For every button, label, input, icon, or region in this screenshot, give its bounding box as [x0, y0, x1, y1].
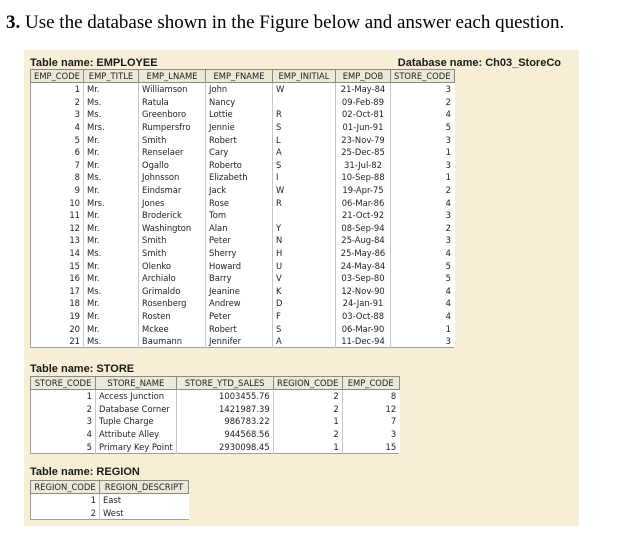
table-cell: 12-Nov-90 — [336, 285, 391, 298]
table-cell: Cary — [206, 146, 273, 159]
column-header: STORE_NAME — [96, 377, 177, 390]
column-header: REGION_CODE — [273, 377, 342, 390]
table-cell: Tuple Charge — [96, 415, 177, 428]
column-header: EMP_CODE — [342, 377, 399, 390]
table-row — [31, 247, 455, 260]
table-cell: 12 — [385, 403, 397, 414]
table-cell: 06-Mar-86 — [336, 196, 391, 209]
table-cell: Elizabeth — [206, 171, 273, 184]
question-number: 3. — [6, 12, 21, 33]
question-text — [6, 12, 564, 34]
table-row — [31, 259, 455, 272]
table-cell: Jones — [139, 196, 206, 209]
table-row — [31, 285, 455, 298]
table-row — [31, 209, 455, 222]
table-cell: Mr. — [84, 83, 139, 96]
table-cell: Rosten — [139, 310, 206, 323]
table-row — [31, 121, 455, 134]
table-cell: 24-Jan-91 — [336, 297, 391, 310]
table-cell: 11-Dec-94 — [336, 335, 391, 348]
table-cell: 3 — [445, 84, 452, 95]
table-cell: Johnsson — [139, 171, 206, 184]
table-cell — [273, 209, 336, 222]
table-cell: F — [273, 310, 336, 323]
table-cell: Grimaldo — [139, 285, 206, 298]
table-cell: Olenko — [139, 259, 206, 272]
table-cell: 2 — [31, 96, 84, 109]
table-cell: 09-Feb-89 — [336, 96, 391, 109]
table-cell: 03-Sep-80 — [336, 272, 391, 285]
table-cell: Mr. — [84, 297, 139, 310]
table-cell: 2 — [445, 185, 452, 196]
table-row — [31, 403, 400, 416]
table-cell: 5 — [31, 440, 96, 453]
table-cell: H — [273, 247, 336, 260]
table-cell: 12 — [31, 222, 84, 235]
table-cell: Washington — [139, 222, 206, 235]
table-row — [31, 96, 455, 109]
table-cell: Mr. — [84, 146, 139, 159]
table-cell: 8 — [31, 171, 84, 184]
table-cell: Alan — [206, 222, 273, 235]
table-cell: Mr. — [84, 133, 139, 146]
table-cell: Attribute Alley — [96, 428, 177, 441]
table-cell: 4 — [445, 248, 452, 259]
table-cell: 3 — [445, 159, 452, 170]
table-cell: 23-Nov-79 — [336, 133, 391, 146]
column-header: REGION_DESCRIPT — [100, 481, 189, 494]
table-row — [31, 196, 455, 209]
table-cell: 2 — [273, 390, 342, 403]
table-cell: Access Junction — [96, 390, 177, 403]
table-cell: Ratula — [139, 96, 206, 109]
table-cell: R — [273, 108, 336, 121]
table-row — [31, 222, 455, 235]
table-cell: 3 — [390, 429, 397, 440]
table-cell: Broderick — [139, 209, 206, 222]
table-cell: A — [273, 146, 336, 159]
table-cell: 24-May-84 — [336, 259, 391, 272]
table-cell: V — [273, 272, 336, 285]
table-cell: Y — [273, 222, 336, 235]
table-row — [31, 159, 455, 172]
table-row — [31, 322, 455, 335]
table-cell: Ogallo — [139, 159, 206, 172]
table-cell: 4 — [445, 310, 452, 321]
table-cell: 3 — [445, 336, 452, 347]
table-cell: 1 — [31, 83, 84, 96]
table-cell: Mr. — [84, 272, 139, 285]
table-cell: Robert — [206, 133, 273, 146]
table-cell: 3 — [445, 210, 452, 221]
table-cell: 944568.56 — [176, 428, 273, 441]
table-cell: 1 — [273, 440, 342, 453]
column-header: STORE_YTD_SALES — [176, 377, 273, 390]
table-row — [31, 297, 455, 310]
table-cell: Mrs. — [84, 121, 139, 134]
table-cell: 18 — [31, 297, 84, 310]
table-row — [31, 272, 455, 285]
table-cell: 4 — [31, 428, 96, 441]
table-cell: East — [103, 495, 122, 506]
table-cell: 1 — [445, 172, 452, 183]
table-cell: Smith — [139, 234, 206, 247]
table-row — [31, 108, 455, 121]
column-header: STORE_CODE — [391, 70, 455, 83]
table-cell: 19 — [31, 310, 84, 323]
table-cell: Ms. — [84, 171, 139, 184]
table-cell: 25-Aug-84 — [336, 234, 391, 247]
table-cell: Mrs. — [84, 196, 139, 209]
table-row — [31, 184, 455, 197]
table-row — [31, 171, 455, 184]
table-cell: Peter — [206, 234, 273, 247]
table-cell: 9 — [31, 184, 84, 197]
table-cell: Smith — [139, 247, 206, 260]
table-cell: 2 — [273, 428, 342, 441]
table-cell: Ms. — [84, 247, 139, 260]
table-cell: Greenboro — [139, 108, 206, 121]
table-row — [31, 146, 455, 159]
column-header: EMP_FNAME — [206, 70, 273, 83]
table-cell: Sherry — [206, 247, 273, 260]
table-cell: Ms. — [84, 108, 139, 121]
table-cell: Mr. — [84, 209, 139, 222]
table-cell: Jeanine — [206, 285, 273, 298]
table-cell: 19-Apr-75 — [336, 184, 391, 197]
table-cell: 21-May-84 — [336, 83, 391, 96]
table-row — [31, 335, 455, 348]
table-cell: Williamson — [139, 83, 206, 96]
database-name: Database name: Ch03_StoreCo — [397, 57, 561, 69]
table-cell: 21-Oct-92 — [336, 209, 391, 222]
table-cell: West — [103, 507, 124, 518]
table-cell: 3 — [445, 235, 452, 246]
table-cell: 21 — [31, 335, 84, 348]
table-cell: 5 — [445, 122, 452, 133]
table-cell: Lottie — [206, 108, 273, 121]
employee-table — [30, 69, 455, 348]
table-cell: 31-Jul-82 — [336, 159, 391, 172]
table-row — [31, 440, 400, 453]
table-row — [31, 507, 189, 520]
table-cell: Renselaer — [139, 146, 206, 159]
table-cell: Mr. — [84, 184, 139, 197]
table-cell: 2 — [31, 507, 100, 520]
table-cell: S — [273, 159, 336, 172]
table-cell: 5 — [31, 133, 84, 146]
table-row — [31, 310, 455, 323]
table-cell: Nancy — [206, 96, 273, 109]
table-cell: 11 — [31, 209, 84, 222]
question-body: Use the database shown in the Figure below and answer each question. — [25, 12, 565, 33]
table-cell: W — [273, 83, 336, 96]
column-header: REGION_CODE — [31, 481, 100, 494]
column-header: EMP_CODE — [31, 70, 84, 83]
table-row — [31, 83, 455, 96]
table-cell: 4 — [445, 298, 452, 309]
column-header: EMP_INITIAL — [273, 70, 336, 83]
table-cell: 15 — [385, 441, 397, 452]
table-cell: Archialo — [139, 272, 206, 285]
table-cell: Barry — [206, 272, 273, 285]
table-row — [31, 415, 400, 428]
table-cell: Smith — [139, 133, 206, 146]
table-cell: Jack — [206, 184, 273, 197]
table-cell: A — [273, 335, 336, 348]
column-header: EMP_DOB — [336, 70, 391, 83]
table-cell: Roberto — [206, 159, 273, 172]
table-cell: 5 — [445, 260, 452, 271]
table-cell: 2 — [445, 96, 452, 107]
table-cell: D — [273, 297, 336, 310]
table-cell: 4 — [445, 197, 452, 208]
table-row — [31, 390, 400, 403]
store-table — [30, 376, 400, 454]
table-cell: 5 — [445, 273, 452, 284]
table-cell: Robert — [206, 322, 273, 335]
table-cell: 1 — [445, 147, 452, 158]
table-cell: 03-Oct-88 — [336, 310, 391, 323]
column-header: EMP_TITLE — [84, 70, 139, 83]
table-cell: Andrew — [206, 297, 273, 310]
table-cell: Rumpersfro — [139, 121, 206, 134]
table-cell: 16 — [31, 272, 84, 285]
table-cell: 25-May-86 — [336, 247, 391, 260]
table-cell: Mr. — [84, 259, 139, 272]
table-row — [31, 494, 189, 507]
table-cell: 10-Sep-88 — [336, 171, 391, 184]
table-cell: Rose — [206, 196, 273, 209]
table-cell: 6 — [31, 146, 84, 159]
database-figure — [24, 50, 579, 526]
table-cell: Mckee — [139, 322, 206, 335]
table-cell: I — [273, 171, 336, 184]
table-cell: 3 — [31, 415, 96, 428]
table-cell: 25-Dec-85 — [336, 146, 391, 159]
table-cell: 1421987.39 — [176, 403, 273, 416]
table-cell — [273, 96, 336, 109]
table-cell: 1 — [31, 494, 100, 507]
table-cell: 8 — [390, 391, 397, 402]
table-cell: 2930098.45 — [176, 440, 273, 453]
table-cell: K — [273, 285, 336, 298]
table-cell: S — [273, 322, 336, 335]
table-row — [31, 428, 400, 441]
region-table — [30, 480, 189, 520]
table-cell: R — [273, 196, 336, 209]
table-cell: L — [273, 133, 336, 146]
table-cell: Peter — [206, 310, 273, 323]
table-cell: 14 — [31, 247, 84, 260]
store-table-label: Table name: STORE — [30, 363, 135, 375]
table-cell: 4 — [31, 121, 84, 134]
table-cell: 20 — [31, 322, 84, 335]
table-cell: 2 — [31, 403, 96, 416]
table-cell: Howard — [206, 259, 273, 272]
table-cell: Mr. — [84, 222, 139, 235]
table-cell: S — [273, 121, 336, 134]
region-table-label: Table name: REGION — [30, 466, 140, 478]
table-cell: 7 — [31, 159, 84, 172]
table-cell: U — [273, 259, 336, 272]
table-cell: Tom — [206, 209, 273, 222]
table-cell: Ms. — [84, 96, 139, 109]
table-cell: 4 — [445, 285, 452, 296]
table-cell: Rosenberg — [139, 297, 206, 310]
table-cell: Primary Key Point — [96, 440, 177, 453]
table-cell: W — [273, 184, 336, 197]
table-cell: 01-Jun-91 — [336, 121, 391, 134]
table-cell: Mr. — [84, 159, 139, 172]
table-cell: 13 — [31, 234, 84, 247]
employee-table-label: Table name: EMPLOYEE — [30, 57, 158, 69]
table-cell: 4 — [445, 109, 452, 120]
table-cell: Database Corner — [96, 403, 177, 416]
table-cell: 1 — [445, 323, 452, 334]
table-cell: John — [206, 83, 273, 96]
table-cell: 1003455.76 — [176, 390, 273, 403]
table-cell: N — [273, 234, 336, 247]
table-cell: 2 — [273, 403, 342, 416]
table-cell: 08-Sep-94 — [336, 222, 391, 235]
table-cell: 17 — [31, 285, 84, 298]
table-cell: 986783.22 — [176, 415, 273, 428]
table-cell: 3 — [31, 108, 84, 121]
table-cell: Mr. — [84, 234, 139, 247]
table-cell: 02-Oct-81 — [336, 108, 391, 121]
table-cell: Mr. — [84, 310, 139, 323]
table-row — [31, 133, 455, 146]
table-cell: 7 — [390, 416, 397, 427]
table-cell: Jennifer — [206, 335, 273, 348]
table-cell: 3 — [445, 134, 452, 145]
table-cell: 2 — [445, 222, 452, 233]
table-cell: Ms. — [84, 285, 139, 298]
table-cell: Mr. — [84, 322, 139, 335]
table-cell: 15 — [31, 259, 84, 272]
table-cell: Baumann — [139, 335, 206, 348]
column-header: EMP_LNAME — [139, 70, 206, 83]
table-row — [31, 234, 455, 247]
table-cell: Ms. — [84, 335, 139, 348]
table-cell: 1 — [273, 415, 342, 428]
table-cell: Jennie — [206, 121, 273, 134]
table-cell: 06-Mar-90 — [336, 322, 391, 335]
table-cell: 1 — [31, 390, 96, 403]
table-cell: Eindsmar — [139, 184, 206, 197]
table-cell: 10 — [31, 196, 84, 209]
column-header: STORE_CODE — [31, 377, 96, 390]
